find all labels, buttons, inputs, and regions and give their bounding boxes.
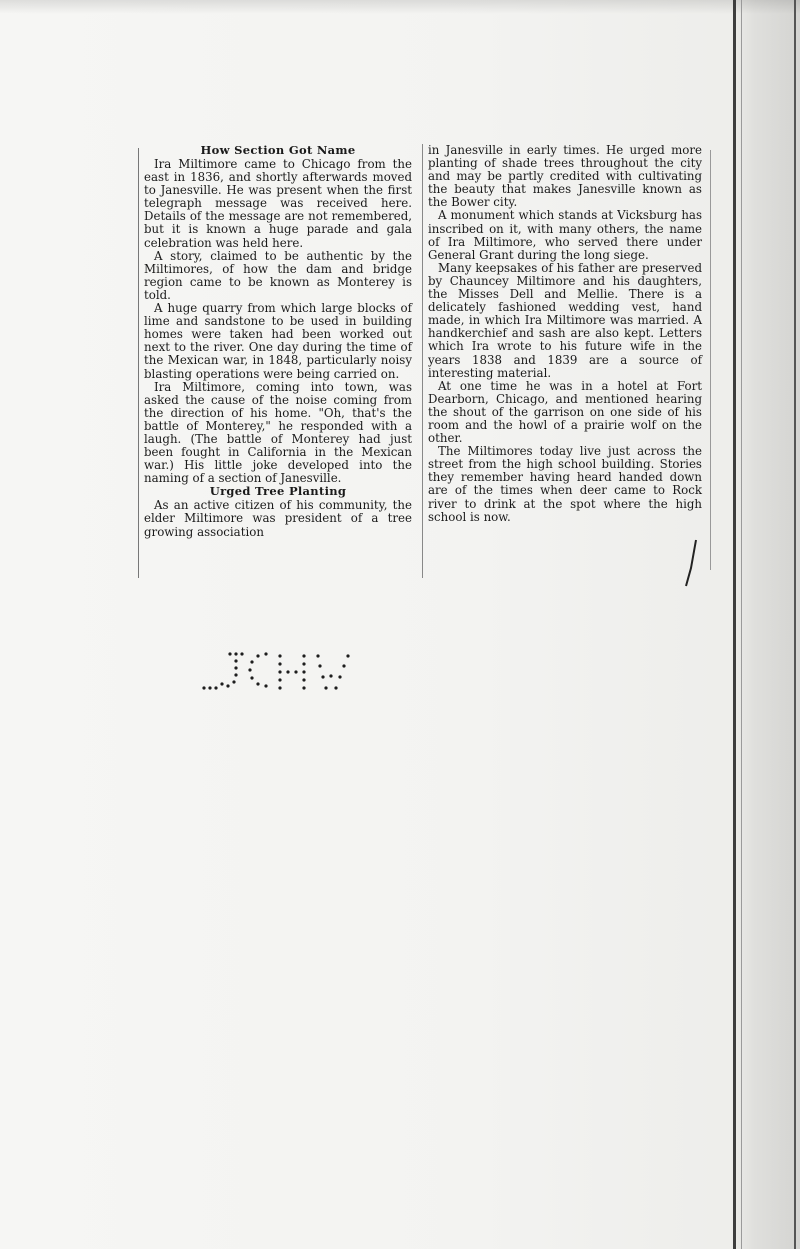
scan-shadow-top [0, 0, 800, 14]
column-rule-left [138, 148, 139, 578]
column-rule-middle [422, 144, 423, 578]
paragraph: As an active citizen of his community, the elder Miltimore was president of a tree growing association [144, 498, 412, 539]
paragraph: A story, claimed to be authentic by the Miltimores, of how the dam and bridge region came to be known as Monterey is told. [144, 248, 412, 302]
perforated-initials-stamp-icon [200, 650, 360, 695]
paragraph: A monument which stands at Vicksburg has inscribed on it, with many others, the name of Ira Miltimore, who served there under General Grant during the long siege. [428, 208, 702, 262]
column-rule-right [710, 150, 711, 570]
column-2 [428, 144, 702, 524]
paragraph: in Janesville in early times. He urged more planting of shade trees throughout the city and may be partly credited with cultivating the beauty that makes Janesville known as the Bower city. [428, 143, 702, 210]
paragraph: Ira Miltimore came to Chicago from the east in 1836, and shortly afterwards moved to Janesville. He was present when the first telegraph message was received here. Details of the message are not remembered, but it is known a huge parade and gala celebration was held here. [144, 157, 412, 250]
section-heading: Urged Tree Planting [209, 484, 347, 499]
paragraph: The Miltimores today live just across the street from the high school building. Stories they remember having heard handed down are of the times when deer came to Rock river to drink at the spot where the high school is now. [428, 444, 702, 524]
page-edge-line [741, 0, 742, 1249]
pen-stroke-mark [682, 538, 702, 588]
paragraph: At one time he was in a hotel at Fort Dearborn, Chicago, and mentioned hearing the shout of the garrison on one side of his room and the howl of a prairie wolf on the other. [428, 378, 702, 446]
page-edge-line [794, 0, 796, 1249]
paragraph: A huge quarry from which large blocks of lime and sandstone to be used in building homes were taken had been worked out next to the river. One day during the time of the Mexican war, in 1848, particularly noisy blasting operations were being carried on. [144, 301, 412, 381]
column-1 [144, 144, 412, 539]
section-heading: How Section Got Name [200, 143, 356, 157]
newspaper-clipping [138, 140, 714, 584]
paragraph: Many keepsakes of his father are preserved by Chauncey Miltimore and his daughters, the Misses Dell and Mellie. There is a delicately fashioned wedding vest, hand made, in which Ira Miltimore was married. A handkerchief and sash are also kept. Letters which Ira wrote to his future wife in the years 1838 and 1839 are a source of interesting material. [428, 260, 702, 380]
page-edge-line [733, 0, 736, 1249]
paragraph: Ira Miltimore, coming into town, was asked the cause of the noise coming from the direction of his home. "Oh, that's the battle of Monterey," he responded with a laugh. (The battle of Monterey had just been fought in California in the Mexican war.) His little joke developed into the naming of a section of Janesville. [144, 379, 412, 486]
